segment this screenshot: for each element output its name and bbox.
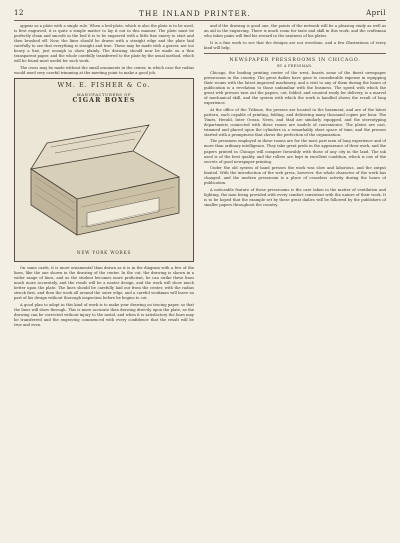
body-paragraph: At the office of the Tribune, the presses are located in the basement, and are of the latest pattern, each capable of printing, folding, and delivering many thousand copies per hour. The Times, Herald, Inter Ocean, News, and Mail are similarly equipped, and the stereotyping departments connected with these rooms are models of convenience. The plates are cast, trimmed and placed upon the cylinders in a remarkably short space of time, and the presses started with a promptness that shows the perfection of the organization.	[204, 107, 386, 137]
body-paragraph: and if the drawing is good one, the points of the network will be a pleasing study as well as an aid in the engraving. There is much room for taste and skill in this work, and the craftsman who takes pains will find his reward in the neatness of his plates.	[204, 24, 386, 39]
cigar-box-illustration	[21, 107, 187, 245]
ad-caption: NEW YORK WORKS	[76, 249, 132, 255]
body-paragraph: Chicago, the leading printing center of the west, boasts some of the finest newspaper pressrooms in the country. The great dailies have gone to considerable expense in equipping their rooms with the latest improved machinery, and a visit to any of them during the hours of publication is a revelation to those unfamiliar with the business. The speed with which the great web presses turn out the papers, cut, folded, and counted ready for delivery, is a marvel of mechanical skill, and the system with which the work is handled shows the result of long experience.	[204, 70, 386, 106]
body-paragraph: The cross may be made without the small ornaments in the center, in which case the radius would need very careful trimming at the meeting point to make a good job.	[14, 65, 194, 75]
advertisement-cigar-boxes	[14, 78, 194, 262]
right-column	[204, 24, 386, 535]
body-paragraph: On some cards, it is more ornamental than drawn as it is in the diagram with a few of the lines, like the one shown in the drawing of the center. In the cut, the drawing is shown in a wider range of lines, and as the student becomes more proficient, he can strike these lines much more accurately, and the result will be a neater design, and the work will show much better upon the plate. The lines should be carefully laid out from the center, with the radius struck first, and then the work all around the outer edge, and a careful workman will leave no part of his design without thorough inspection before he begins to cut.	[14, 265, 194, 301]
issue-month: April	[366, 9, 386, 17]
body-paragraph: A noticeable feature of these pressrooms is the care taken in the matter of ventilation and lighting, the men being provided with every comfort consistent with the nature of their work. It is to be hoped that the example set by these great dailies will be followed by the publishers of smaller papers throughout the country.	[204, 187, 386, 207]
ad-subheading: MANUFACTURERS OF	[76, 91, 132, 97]
body-paragraph: Under the old system of hand presses the work was slow and laborious, and the output limited. With the introduction of the web press, however, the whole character of the work has changed, and the modern pressroom is a place of ceaseless activity during the hours of publication.	[204, 166, 386, 186]
running-header	[14, 6, 386, 21]
ad-heading: CIGAR BOXES	[72, 96, 136, 104]
body-paragraph: appear as a plate with a single rule. When a bed-plate, which is also the plate is to be used, is first engraved, it is quite a simple matter to lay it out in this manner. The plate must be perfectly clean and smooth in the bed it is to be engraved with a little fine emery to start and then brushed off. Now, the lines should be drawn with a straight edge and the plate laid carefully to see that everything is straight and true. These may be made with a graver, not too heavy a line, just enough to show plainly. The drawing should now be made on a thin transparent paper, and the whole carefully transferred to the plate by the usual method, which will be found most useful for such work.	[14, 24, 194, 64]
section-heading: NEWSPAPER PRESSROOMS IN CHICAGO.	[229, 57, 361, 63]
body-paragraph: It is a fine work to see that the designs are not overdone, and a few illustrations of every kind will help.	[204, 40, 386, 50]
page-number: 12	[14, 9, 24, 17]
journal-title: THE INLAND PRINTER.	[139, 8, 251, 18]
left-column	[14, 24, 194, 535]
ad-firm-name: WM. E. FISHER & Co.	[57, 80, 151, 89]
body-paragraph: The pressmen employed in these rooms are for the most part men of long experience and of more than ordinary intelligence. They take great pride in the appearance of their work, and the papers printed in Chicago will compare favorably with those of any city in the land. The ink used is of the best quality, and the rollers are kept in excellent condition, which is one of the secrets of good newspaper printing.	[204, 139, 386, 164]
section-divider	[204, 53, 386, 54]
body-paragraph: A good plan to adopt in this kind of work is to make your drawing on tracing paper, so that the lines will show through. This is more accurate than drawing directly upon the plate, as the drawing can be corrected without injury to the metal, and when it is satisfactory the lines may be transferred and the engraving commenced with every confidence that the result will be true and even.	[14, 302, 194, 327]
article-byline: BY A PRESSMAN.	[277, 63, 313, 68]
